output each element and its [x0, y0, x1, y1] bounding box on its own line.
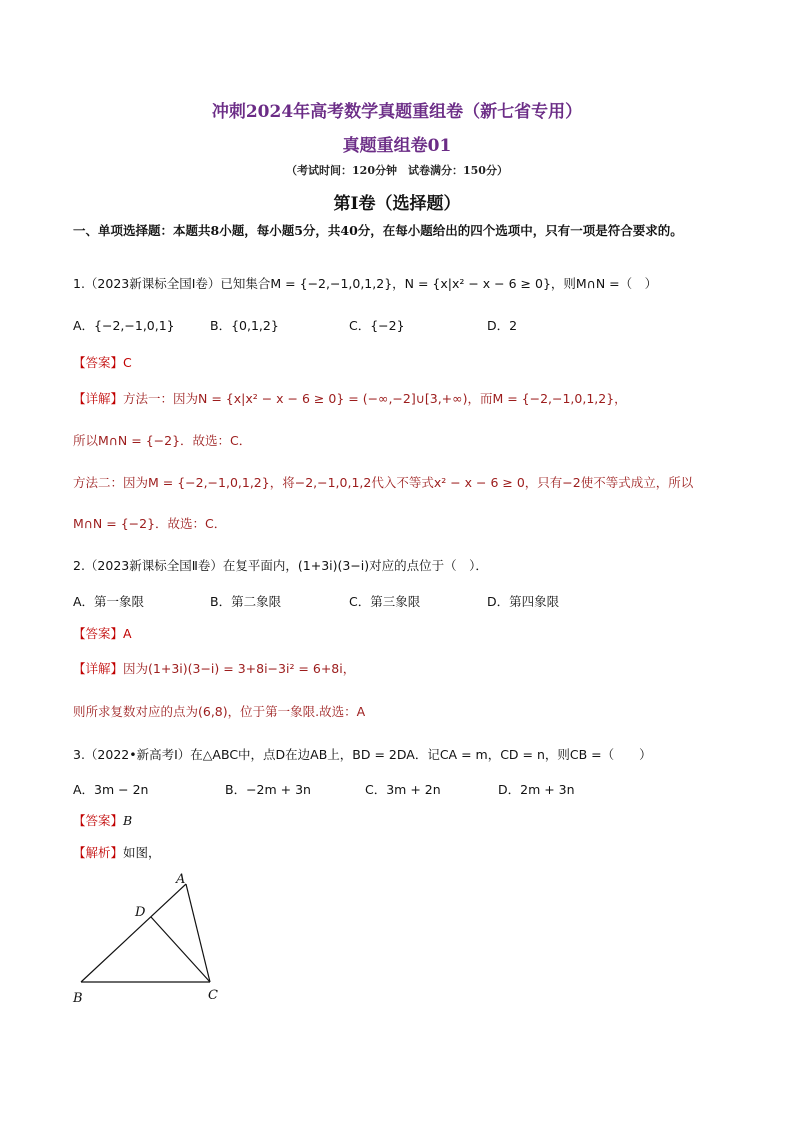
answer-value: A	[123, 626, 132, 641]
exam-info: （考试时间：120分钟 试卷满分：150分）	[286, 164, 508, 177]
analysis-text: 如图，	[123, 845, 161, 860]
vertex-a-label: A	[176, 872, 186, 887]
q2-option-c: C．第三象限	[349, 594, 421, 609]
q1-detail-1	[73, 389, 627, 407]
question-2-stem: 2.（2023新课标全国Ⅱ卷）在复平面内，(1+3i)(3−i)对应的点位于（ ）．	[73, 558, 488, 573]
question-1-stem: 1.（2023新课标全国Ⅰ卷）已知集合M = {−2,−1,0,1,2}，N = {x|x² − x − 6 ≥ 0}，则M∩N =（ ）	[73, 276, 658, 291]
page-subtitle: 真题重组卷01	[342, 136, 452, 156]
volume-heading: 第I卷（选择题）	[333, 194, 461, 214]
vertex-b-label: B	[73, 991, 83, 1006]
q2-option-d: D．第四象限	[487, 594, 560, 609]
q1-option-a: A．{−2,−1,0,1}	[73, 318, 175, 333]
answer-label: 【答案】	[73, 813, 124, 828]
triangle-figure	[68, 868, 248, 1008]
section-instruction: 一、单项选择题：本题共8小题，每小题5分，共40分，在每小题给出的四个选项中，只有一项是符合要求的。	[73, 223, 683, 238]
q3-option-c: C．3m + 2n	[365, 782, 441, 797]
detail-text: 因为(1+3i)(3−i) = 3+8i−3i² = 6+8i，	[123, 661, 356, 676]
q1-option-b: B．{0,1,2}	[210, 318, 279, 333]
answer-label: 【答案】	[73, 355, 124, 370]
detail-text: 方法一：因为N = {x|x² − x − 6 ≥ 0} = (−∞,−2]∪[3,+∞)，而M = {−2,−1,0,1,2}，	[123, 391, 627, 406]
q3-answer	[73, 811, 132, 829]
q1-detail-2: 所以M∩N = {−2}．故选：C．	[73, 433, 252, 448]
q3-option-a: A．3m − 2n	[73, 782, 149, 797]
q2-detail-1	[73, 659, 355, 677]
q1-answer	[73, 353, 132, 371]
segment-cd	[151, 917, 210, 982]
detail-label: 【详解】	[73, 391, 124, 406]
vertex-c-label: C	[208, 988, 218, 1003]
answer-label: 【答案】	[73, 626, 124, 641]
q3-option-b: B．−2m + 3n	[225, 782, 311, 797]
q2-option-b: B．第二象限	[210, 594, 282, 609]
page-title: 冲刺2024年高考数学真题重组卷（新七省专用）	[211, 102, 583, 122]
answer-value: C	[123, 355, 132, 370]
side-ac	[186, 884, 210, 982]
q1-detail-4: M∩N = {−2}．故选：C．	[73, 516, 227, 531]
q2-option-a: A．第一象限	[73, 594, 145, 609]
q1-detail-3: 方法二：因为M = {−2,−1,0,1,2}，将−2,−1,0,1,2代入不等式x² − x − 6 ≥ 0，只有−2使不等式成立，所以	[73, 475, 694, 490]
answer-value: B	[123, 813, 133, 828]
question-3-stem: 3.（2022•新高考Ⅰ）在△ABC中，点D在边AB上，BD = 2DA．记CA = m，CD = n，则CB =（ ）	[73, 747, 652, 762]
vertex-d-label: D	[135, 905, 146, 920]
q2-detail-2: 则所求复数对应的点为(6,8)，位于第一象限.故选：A	[73, 704, 366, 719]
q3-analysis	[73, 843, 161, 861]
q1-option-d: D．2	[487, 318, 518, 333]
side-ab	[81, 884, 186, 982]
q1-option-c: C．{−2}	[349, 318, 405, 333]
analysis-label: 【解析】	[73, 845, 124, 860]
detail-label: 【详解】	[73, 661, 124, 676]
q3-option-d: D．2m + 3n	[498, 782, 575, 797]
q2-answer	[73, 624, 132, 642]
